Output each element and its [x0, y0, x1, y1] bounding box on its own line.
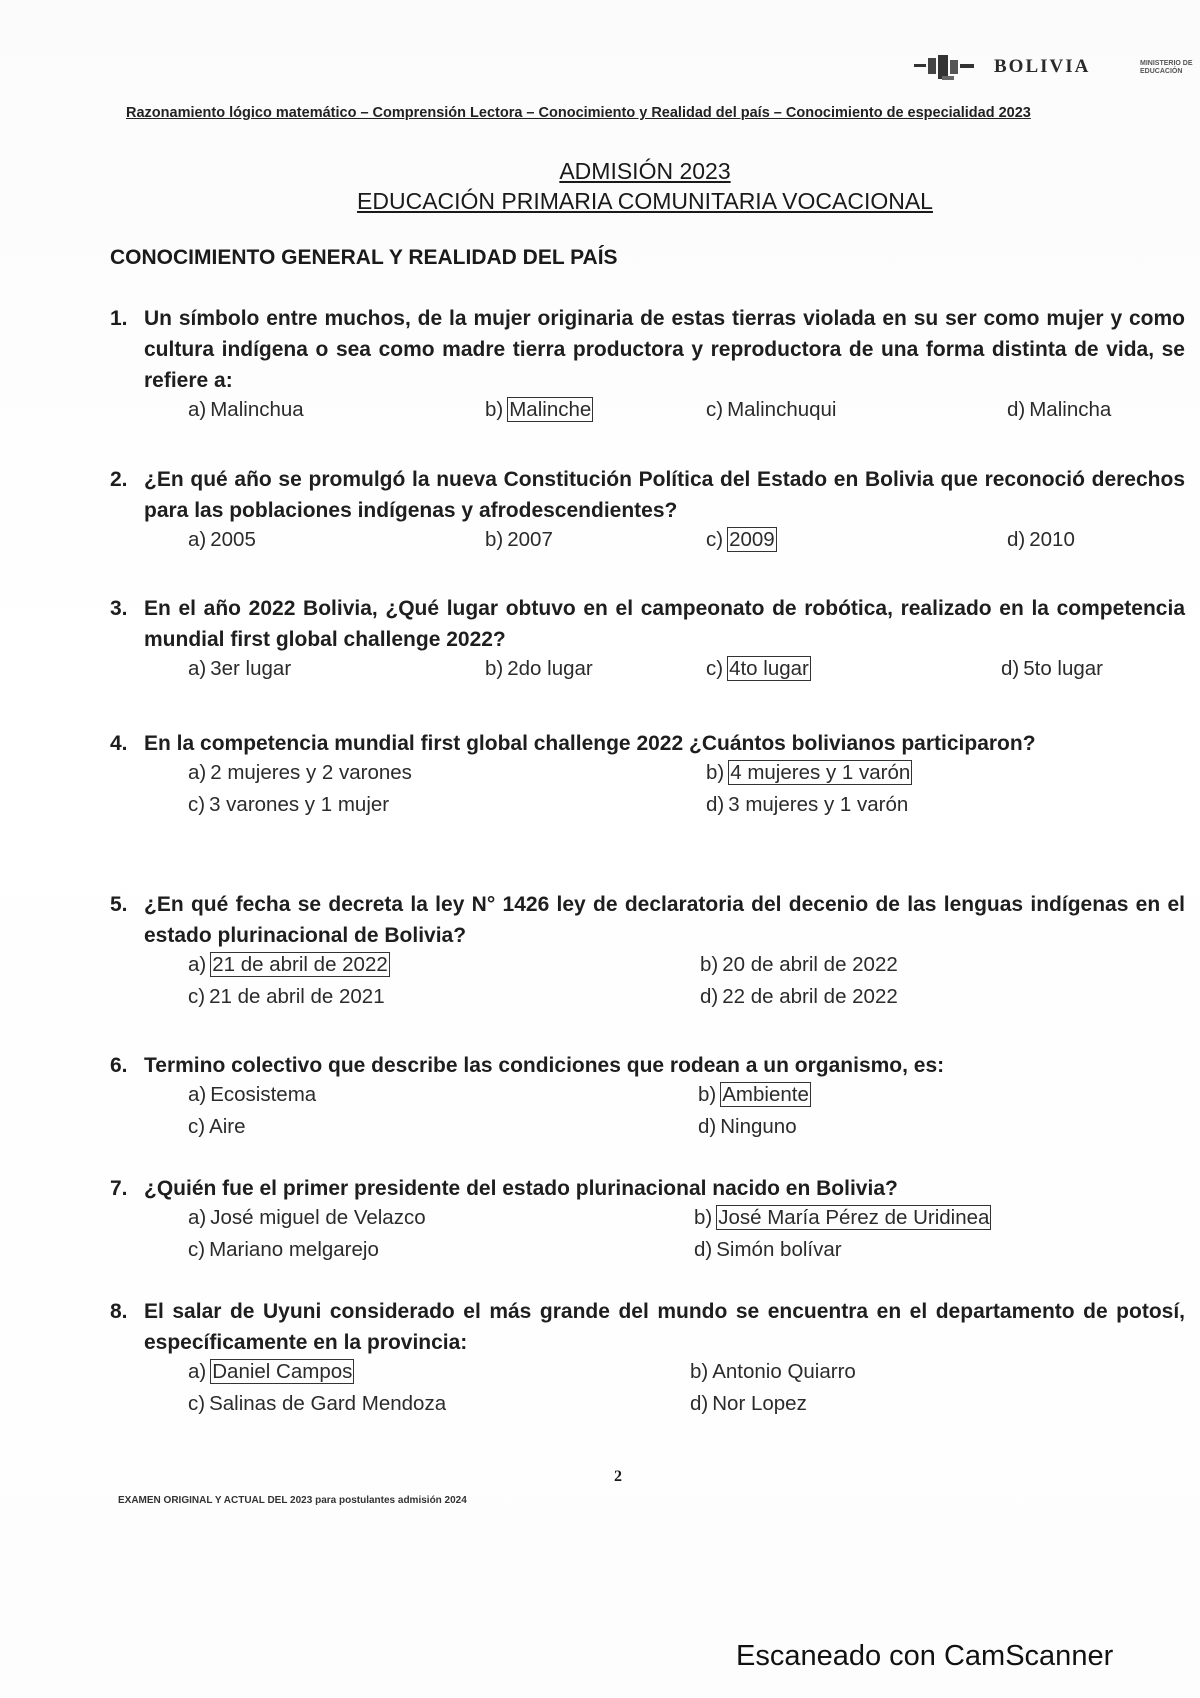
option-text: 3er lugar	[210, 657, 292, 680]
option-text: Simón bolívar	[716, 1238, 842, 1261]
marked-answer: José María Pérez de Uridinea	[718, 1206, 990, 1229]
options-row	[110, 398, 1185, 432]
admision-title: ADMISIÓN 2023	[559, 158, 731, 184]
question-text	[110, 728, 1185, 759]
question-number: 8.	[110, 1300, 128, 1323]
question-number: 6.	[110, 1054, 128, 1077]
question-text	[110, 464, 1185, 526]
header-logo	[912, 52, 1090, 82]
marked-answer: Ambiente	[722, 1083, 809, 1106]
options-grid	[110, 1360, 1185, 1424]
program-title: EDUCACIÓN PRIMARIA COMUNITARIA VOCACIONAL	[357, 188, 933, 214]
question-number: 5.	[110, 893, 128, 916]
option-b[interactable]: b) 2007	[485, 528, 553, 551]
options-grid	[110, 761, 1185, 825]
question-statement: En la competencia mundial first global challenge 2022 ¿Cuántos bolivianos participaron?	[144, 732, 1036, 755]
option-b[interactable]: b) 2do lugar	[485, 657, 593, 680]
options-grid	[110, 1083, 1185, 1147]
option-d[interactable]: d) 22 de abril de 2022	[700, 985, 898, 1008]
option-b[interactable]: b) José María Pérez de Uridinea	[694, 1206, 990, 1229]
question-text	[110, 1296, 1185, 1358]
option-text: Malinchua	[210, 398, 304, 421]
option-a[interactable]: a) José miguel de Velazco	[188, 1206, 426, 1229]
question-1	[110, 303, 1185, 432]
question-number: 7.	[110, 1177, 128, 1200]
option-text: Ninguno	[720, 1115, 797, 1138]
option-text: 2007	[507, 528, 553, 551]
question-text	[110, 1050, 1185, 1081]
section-title: CONOCIMIENTO GENERAL Y REALIDAD DEL PAÍS	[110, 246, 618, 269]
question-text	[110, 303, 1185, 396]
option-a[interactable]: a) Malinchua	[188, 398, 304, 421]
marked-answer: 21 de abril de 2022	[212, 953, 388, 976]
question-statement: ¿En qué fecha se decreta la ley N° 1426 ley de declaratoria del decenio de las lenguas indígenas en el estado plurinacional de Bolivia?	[144, 893, 1185, 947]
question-number: 4.	[110, 732, 128, 755]
option-text: 21 de abril de 2021	[209, 985, 385, 1008]
question-statement: ¿En qué año se promulgó la nueva Constitución Política del Estado en Bolivia que reconoció derechos para las poblaciones indígenas y afrodescendientes?	[144, 468, 1185, 522]
option-c[interactable]: c) Salinas de Gard Mendoza	[188, 1392, 447, 1415]
question-number: 3.	[110, 597, 128, 620]
question-statement: En el año 2022 Bolivia, ¿Qué lugar obtuvo en el campeonato de robótica, realizado en la competencia mundial first global challenge 2022?	[144, 597, 1185, 651]
option-a[interactable]: a) Daniel Campos	[188, 1360, 353, 1383]
question-statement: Un símbolo entre muchos, de la mujer originaria de estas tierras violada en su ser como mujer y como cultura indígena o sea como madre tierra productora y reproductora de una forma distinta de vida, se refiere a:	[144, 307, 1185, 392]
option-a[interactable]: a) 2 mujeres y 2 varones	[188, 761, 412, 784]
question-text	[110, 593, 1185, 655]
option-d[interactable]: d) Ninguno	[698, 1115, 797, 1138]
option-text: Nor Lopez	[712, 1392, 807, 1415]
option-text: 2005	[210, 528, 256, 551]
option-text: 2 mujeres y 2 varones	[210, 761, 412, 784]
options-row	[110, 657, 1185, 691]
option-c[interactable]: c) Mariano melgarejo	[188, 1238, 379, 1261]
option-text: 20 de abril de 2022	[722, 953, 898, 976]
option-text: Antonio Quiarro	[712, 1360, 856, 1383]
option-text: Mariano melgarejo	[209, 1238, 379, 1261]
exam-topics-header: Razonamiento lógico matemático – Comprensión Lectora – Conocimiento y Realidad del país – Conocimiento de especialidad 2023	[126, 105, 1031, 121]
question-number: 2.	[110, 468, 128, 491]
option-d[interactable]: d) 3 mujeres y 1 varón	[706, 793, 909, 816]
marked-answer: Daniel Campos	[212, 1360, 353, 1383]
option-d[interactable]: d) Nor Lopez	[690, 1392, 807, 1415]
option-b[interactable]: b) Malinche	[485, 398, 592, 421]
options-grid	[110, 1206, 1185, 1270]
options-grid	[110, 953, 1185, 1017]
option-text: Ecosistema	[210, 1083, 317, 1106]
question-4	[110, 728, 1185, 825]
option-text: Malinchuqui	[727, 398, 837, 421]
question-8	[110, 1296, 1185, 1424]
page-number: 2	[614, 1468, 622, 1485]
marked-answer: 4to lugar	[729, 657, 809, 680]
option-b[interactable]: b) 20 de abril de 2022	[700, 953, 898, 976]
option-a[interactable]: a) 21 de abril de 2022	[188, 953, 388, 976]
question-6	[110, 1050, 1185, 1147]
option-a[interactable]: a) 2005	[188, 528, 256, 551]
option-c[interactable]: c) 4to lugar	[706, 657, 809, 680]
option-d[interactable]: d) 5to lugar	[1001, 657, 1104, 680]
question-7	[110, 1173, 1185, 1270]
option-text: Salinas de Gard Mendoza	[209, 1392, 447, 1415]
question-3	[110, 593, 1185, 691]
options-row	[110, 528, 1185, 562]
bolivia-emblem-icon	[912, 52, 986, 82]
footer-note: EXAMEN ORIGINAL Y ACTUAL DEL 2023 para postulantes admisión 2024	[118, 1495, 467, 1506]
option-b[interactable]: b) Ambiente	[698, 1083, 809, 1106]
option-b[interactable]: b) Antonio Quiarro	[690, 1360, 856, 1383]
country-name: BOLIVIA	[994, 56, 1091, 77]
option-text: 22 de abril de 2022	[722, 985, 898, 1008]
option-a[interactable]: a) Ecosistema	[188, 1083, 317, 1106]
option-c[interactable]: c) Malinchuqui	[706, 398, 837, 421]
option-c[interactable]: c) 21 de abril de 2021	[188, 985, 385, 1008]
option-a[interactable]: a) 3er lugar	[188, 657, 292, 680]
option-text: Aire	[209, 1115, 246, 1138]
option-d[interactable]: d) 2010	[1007, 528, 1075, 551]
option-c[interactable]: c) 3 varones y 1 mujer	[188, 793, 390, 816]
option-text: Malincha	[1029, 398, 1112, 421]
question-text	[110, 1173, 1185, 1204]
question-statement: Termino colectivo que describe las condiciones que rodean a un organismo, es:	[144, 1054, 945, 1077]
ministry-name: MINISTERIO DE EDUCACIÓN	[1140, 60, 1193, 75]
question-2	[110, 464, 1185, 562]
question-number: 1.	[110, 307, 128, 330]
question-statement: ¿Quién fue el primer presidente del estado plurinacional nacido en Bolivia?	[144, 1177, 898, 1200]
option-text: 2010	[1029, 528, 1075, 551]
option-text: 3 varones y 1 mujer	[209, 793, 390, 816]
option-text: 2do lugar	[507, 657, 593, 680]
marked-answer: 2009	[729, 528, 775, 551]
option-d[interactable]: d) Malincha	[1007, 398, 1112, 421]
question-5	[110, 889, 1185, 1017]
question-statement: El salar de Uyuni considerado el más grande del mundo se encuentra en el departamento de potosí, específicamente en la provincia:	[144, 1300, 1185, 1354]
question-text	[110, 889, 1185, 951]
option-c[interactable]: c) Aire	[188, 1115, 246, 1138]
marked-answer: 4 mujeres y 1 varón	[730, 761, 911, 784]
marked-answer: Malinche	[509, 398, 592, 421]
option-text: 5to lugar	[1023, 657, 1104, 680]
option-d[interactable]: d) Simón bolívar	[694, 1238, 842, 1261]
option-b[interactable]: b) 4 mujeres y 1 varón	[706, 761, 911, 784]
option-c[interactable]: c) 2009	[706, 528, 775, 551]
camscanner-watermark: Escaneado con CamScanner	[736, 1640, 1114, 1672]
option-text: José miguel de Velazco	[210, 1206, 426, 1229]
option-text: 3 mujeres y 1 varón	[728, 793, 909, 816]
